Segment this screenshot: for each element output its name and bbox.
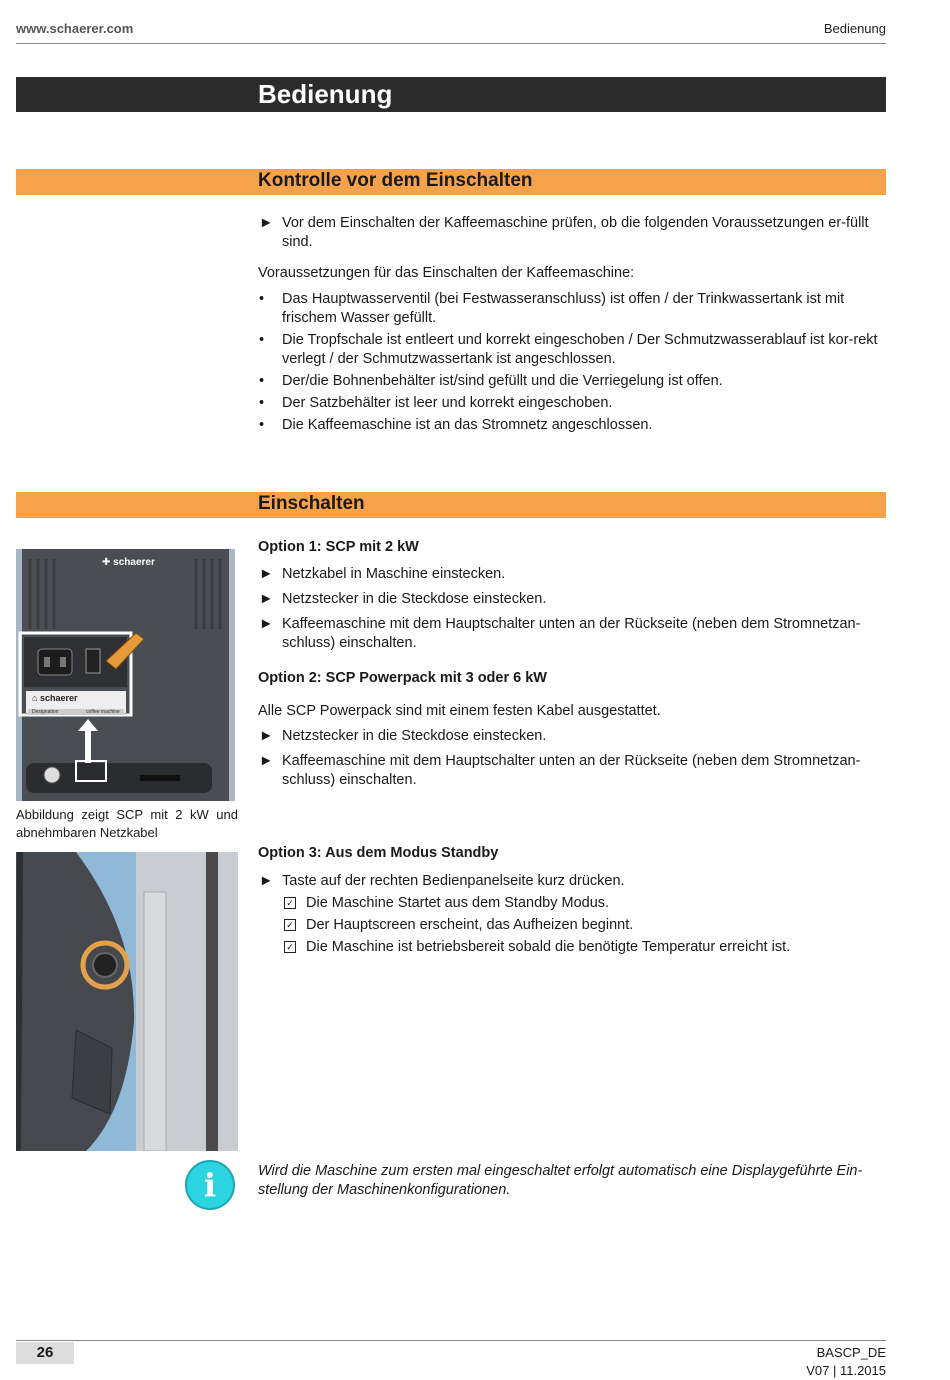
doc-id: BASCP_DE <box>816 1345 886 1360</box>
list-item: • Der/die Bohnenbehälter ist/sind gefüllt und die Verriegelung ist offen. <box>259 373 723 389</box>
section-heading: Kontrolle vor dem Einschalten <box>258 170 533 191</box>
section-bar-einschalten <box>16 492 886 518</box>
list-item: • Die Tropfschale ist entleert und korrekt eingeschoben / Der Schmutzwasserablauf ist kor-rekt verlegt / der Schmutzwassertank ist angeschlossen. <box>259 332 878 367</box>
instruction-step: ► Netzkabel in Maschine einstecken. <box>259 566 506 582</box>
option2-block <box>258 669 886 793</box>
option3-title: Option 3: Aus dem Modus Standby <box>258 845 499 861</box>
list-item: • Der Satzbehälter ist leer und korrekt eingeschoben. <box>259 395 613 411</box>
option3-block <box>258 844 886 960</box>
type-plate-value: coffee machine <box>86 709 120 715</box>
arrow-icon: ► <box>259 566 274 582</box>
option1-block <box>258 538 886 656</box>
option2-lead: Alle SCP Powerpack sind mit einem festen Kabel ausgestattet. <box>258 703 661 719</box>
type-plate-brand: ⌂ schaerer <box>32 693 78 703</box>
header-site: www.schaerer.com <box>16 21 134 36</box>
page-number: 26 <box>16 1342 74 1364</box>
instruction-step: ► Kaffeemaschine mit dem Hauptschalter unten an der Rückseite (neben dem Stromnetzan-schluss) einschalten. <box>259 616 861 651</box>
checkbox-checked-icon: ✓ <box>284 941 296 953</box>
bullet-icon: • <box>259 332 265 348</box>
figure-machine-rear <box>16 549 235 801</box>
instruction-step: ► Netzstecker in die Steckdose einstecken. <box>259 591 547 607</box>
list-item: • Die Kaffeemaschine ist an das Stromnetz angeschlossen. <box>259 417 653 433</box>
checkbox-checked-icon: ✓ <box>284 897 296 909</box>
page-title: Bedienung <box>258 79 393 109</box>
figure-standby-button <box>16 852 238 1151</box>
result-item: ✓ Die Maschine ist betriebsbereit sobald die benötigte Temperatur erreicht ist. <box>258 938 886 957</box>
section-heading: Einschalten <box>258 493 365 514</box>
arrow-icon: ► <box>259 616 274 632</box>
info-icon: i <box>185 1160 235 1210</box>
lead-text: Voraussetzungen für das Einschalten der Kaffeemaschine: <box>258 265 635 281</box>
bullet-icon: • <box>259 291 265 307</box>
option2-title: Option 2: SCP Powerpack mit 3 oder 6 kW <box>258 670 547 686</box>
header-section: Bedienung <box>823 21 886 36</box>
arrow-icon: ► <box>259 873 274 889</box>
result-item: ✓ Die Maschine Startet aus dem Standby Modus. <box>258 894 886 913</box>
option1-title: Option 1: SCP mit 2 kW <box>258 539 419 555</box>
schaerer-logo: ✚ schaerer <box>102 557 155 568</box>
arrow-icon: ► <box>259 591 274 607</box>
instruction-step: ► Netzstecker in die Steckdose einstecken. <box>259 728 547 744</box>
instruction-step: ► Vor dem Einschalten der Kaffeemaschine prüfen, ob die folgenden Voraussetzungen er-füllt sind. <box>259 215 869 250</box>
instruction-step: ► Taste auf der rechten Bedienpanelseite kurz drücken. <box>259 873 625 889</box>
title-bar <box>16 77 886 112</box>
result-item: ✓ Der Hauptscreen erscheint, das Aufheizen beginnt. <box>258 916 886 935</box>
checkbox-checked-icon: ✓ <box>284 919 296 931</box>
arrow-icon: ► <box>259 215 274 231</box>
doc-version: V07 | 11.2015 <box>806 1363 886 1378</box>
bullet-icon: • <box>259 373 265 389</box>
instruction-step: ► Kaffeemaschine mit dem Hauptschalter unten an der Rückseite (neben dem Stromnetzan-schluss) einschalten. <box>259 753 861 788</box>
arrow-icon: ► <box>259 728 274 744</box>
info-note: Wird die Maschine zum ersten mal eingeschaltet erfolgt automatisch eine Displaygeführte Ein-stellung der Maschinenkonfigurationen. <box>258 1163 863 1198</box>
section-bar-kontrolle <box>16 169 886 195</box>
figure-caption: Abbildung zeigt SCP mit 2 kW und abnehmbaren Netzkabel <box>16 807 238 840</box>
type-plate-designation: Designation <box>32 709 59 715</box>
footer-divider <box>16 1340 886 1341</box>
bullet-icon: • <box>259 417 265 433</box>
header-divider <box>16 43 886 44</box>
section1-content <box>258 214 886 438</box>
bullet-icon: • <box>259 395 265 411</box>
list-item: • Das Hauptwasserventil (bei Festwasseranschluss) ist offen / der Trinkwassertank ist mit frischem Wasser gefüllt. <box>259 291 845 326</box>
arrow-icon: ► <box>259 753 274 769</box>
footer-doc-info <box>806 1344 886 1380</box>
